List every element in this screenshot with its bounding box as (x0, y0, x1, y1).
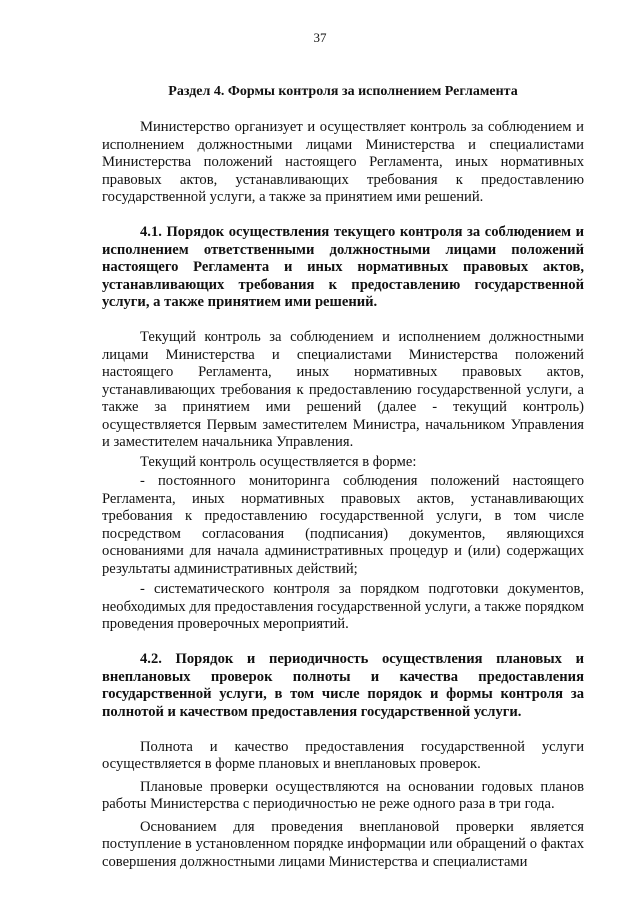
subsection-heading-4-1: 4.1. Порядок осуществления текущего контроля за соблюдением и исполнением ответственными должностными лицами положений настоящего Регламента и иных нормативных правовых актов, устанавливающих требования к предоставлению государственной услуги, а также принятием ими решений. (102, 224, 584, 310)
section-title: Раздел 4. Формы контроля за исполнением Регламента (168, 84, 518, 99)
paragraph-current-control: Текущий контроль за соблюдением и исполнением должностными лицами Министерства и специалистами Министерства положений настоящего Регламента, иных нормативных правовых актов, устанавливающих требования к предоставлению государственной услуги, а также за принятием ими решений (далее - текущий контроль) осуществляется Первым заместителем Министра, начальником Управления и заместителем начальника Управления. (102, 329, 584, 450)
paragraph-planned-inspections: Плановые проверки осуществляются на основании годовых планов работы Министерства с периодичностью не реже одного раза в три года. (102, 778, 584, 812)
paragraph-unplanned-inspections: Основанием для проведения внеплановой проверки является поступление в установленном порядке информации или обращений о фактах совершения должностными лицами Министерства и специалистами (102, 818, 584, 870)
subsection-heading-4-2: 4.2. Порядок и периодичность осуществления плановых и внеплановых проверок полноты и качества предоставления государственной услуги, в том числе порядок и формы контроля за полнотой и качеством предоставления государственной услуги. (102, 651, 584, 720)
paragraph-control-forms: Текущий контроль осуществляется в форме: (140, 453, 417, 470)
paragraph-inspections: Полнота и качество предоставления государственной услуги осуществляется в форме плановых и внеплановых проверок. (102, 738, 584, 772)
list-item-systematic-control: - систематического контроля за порядком подготовки документов, необходимых для предоставления государственной услуги, а также порядком проведения проверочных мероприятий. (102, 581, 584, 632)
list-item-monitoring: - постоянного мониторинга соблюдения положений настоящего Регламента, иных нормативных правовых актов, устанавливающих требования к предоставлению государственной услуги, в том числе посредством согласования (подписания) документов, являющихся основаниями для начала административных процедур и (или) содержащих результаты административных действий; (102, 473, 584, 577)
page-content (102, 84, 584, 871)
page-number: 37 (313, 30, 327, 45)
paragraph-intro: Министерство организует и осуществляет контроль за соблюдением и исполнением должностными лицами Министерства и специалистами Министерства положений настоящего Регламента, иных нормативных правовых актов, устанавливающих требования к предоставлению государственной услуги, а также за принятием ими решений. (102, 119, 584, 205)
